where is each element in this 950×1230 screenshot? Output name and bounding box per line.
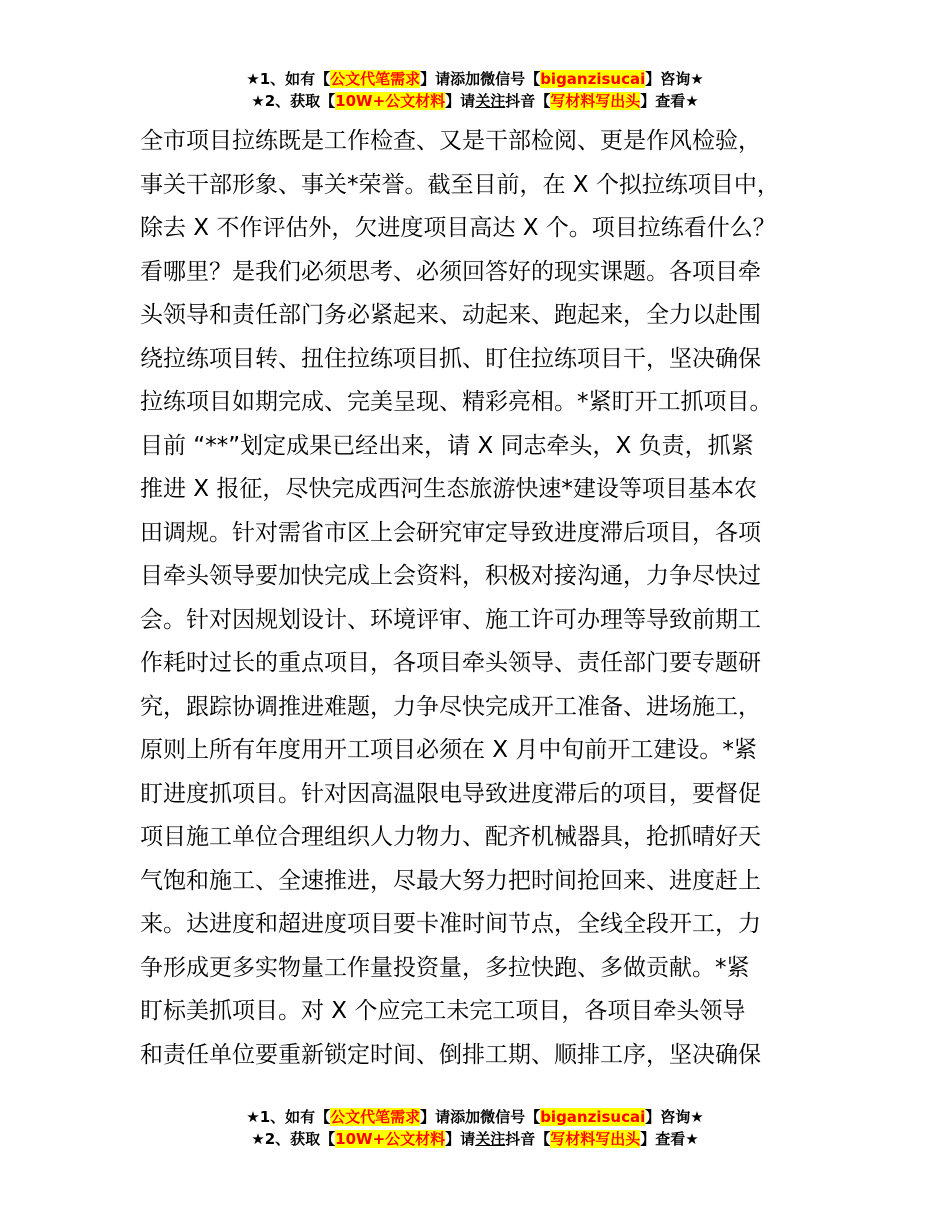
notice-line-1 [0, 68, 950, 90]
notice-text: 1、如有【 [259, 1108, 331, 1126]
body-line: 盯标美抓项目。对 X 个应完工未完工项目，各项目牵头领导 [140, 998, 746, 1024]
notice-text: 】咨询 [645, 1108, 691, 1126]
body-line: 作耗时过长的重点项目，各项目牵头领导、责任部门要专题研 [140, 650, 761, 676]
star-icon: ★ [690, 70, 704, 88]
notice-text: 2、获取【 [264, 92, 336, 110]
footer-notice [0, 1106, 950, 1150]
star-icon: ★ [685, 1130, 699, 1148]
body-line: 看哪里？是我们必须思考、必须回答好的现实课题。各项目牵 [140, 258, 761, 285]
notice-text: 2、获取【 [264, 1130, 336, 1148]
body-line: 全市项目拉练既是工作检查、又是干部检阅、更是作风检验， [140, 128, 761, 154]
body-line: 来。达进度和超进度项目要卡准时间节点，全线全段开工，力 [140, 911, 761, 937]
body-line: 事关干部形象、事关*荣誉。截至目前，在 X 个拟拉练项目中， [140, 171, 780, 198]
body-line: 争形成更多实物量工作量投资量，多拉快跑、多做贡献。*紧 [140, 954, 750, 981]
notice-highlight-service: 公文代笔需求 [330, 1108, 421, 1126]
body-line: 气饱和施工、全速推进，尽最大努力把时间抢回来、进度赶上 [140, 867, 761, 894]
notice-highlight-materials: 10W+公文材料 [335, 1130, 446, 1148]
notice-highlight-account: 写材料写出头 [550, 92, 641, 110]
notice-highlight-wechat-id: biganzisucai [540, 1108, 646, 1126]
notice-follow-text: 关注 [475, 92, 506, 110]
notice-text: 】咨询 [645, 70, 691, 88]
notice-follow-text: 关注 [475, 1130, 506, 1148]
star-icon: ★ [246, 1108, 260, 1126]
notice-text: 】请 [445, 1130, 476, 1148]
star-icon: ★ [251, 1130, 265, 1148]
body-line: 目前 “**”划定成果已经出来，请 X 同志牵头，X 负责，抓紧 [140, 432, 754, 459]
body-line: 除去 X 不作评估外，欠进度项目高达 X 个。项目拉练看什么？ [140, 215, 776, 241]
body-line: 推进 X 报征，尽快完成西河生态旅游快速*建设等项目基本农 [140, 476, 757, 502]
notice-highlight-account: 写材料写出头 [550, 1130, 641, 1148]
star-icon: ★ [690, 1108, 704, 1126]
body-line: 和责任单位要重新锁定时间、倒排工期、顺排工序，坚决确保 [140, 1041, 761, 1068]
star-icon: ★ [685, 92, 699, 110]
notice-line-2 [0, 1128, 950, 1150]
notice-highlight-materials: 10W+公文材料 [335, 92, 446, 110]
notice-text: 1、如有【 [259, 70, 331, 88]
notice-text: 】请添加微信号【 [420, 70, 541, 88]
body-line: 拉练项目如期完成、完美呈现、精彩亮相。*紧盯开工抓项目。 [140, 389, 773, 415]
star-icon: ★ [246, 70, 260, 88]
notice-text: 】请 [445, 92, 476, 110]
header-notice [0, 68, 950, 112]
notice-line-2 [0, 90, 950, 112]
body-line: 头领导和责任部门务必紧起来、动起来、跑起来，全力以赴围 [140, 302, 761, 328]
body-line: 会。针对因规划设计、环境评审、施工许可办理等导致前期工 [140, 606, 761, 633]
body-line: 目牵头领导要加快完成上会资料，积极对接沟通，力争尽快过 [140, 563, 761, 589]
notice-text: 】查看 [640, 1130, 686, 1148]
body-line: 田调规。针对需省市区上会研究审定导致进度滞后项目，各项 [140, 519, 761, 546]
notice-text: 抖音【 [505, 92, 551, 110]
document-body [140, 120, 840, 1077]
notice-text: 】查看 [640, 92, 686, 110]
body-line: 绕拉练项目转、扭住拉练项目抓、盯住拉练项目干，坚决确保 [140, 345, 761, 372]
notice-text: 】请添加微信号【 [420, 1108, 541, 1126]
body-line: 原则上所有年度用开工项目必须在 X 月中旬前开工建设。*紧 [140, 737, 757, 763]
notice-text: 抖音【 [505, 1130, 551, 1148]
notice-highlight-service: 公文代笔需求 [330, 70, 421, 88]
notice-line-1 [0, 1106, 950, 1128]
star-icon: ★ [251, 92, 265, 110]
notice-highlight-wechat-id: biganzisucai [540, 70, 646, 88]
body-line: 究，跟踪协调推进难题，力争尽快完成开工准备、进场施工， [140, 693, 761, 720]
body-line: 项目施工单位合理组织人力物力、配齐机械器具，抢抓晴好天 [140, 824, 761, 850]
body-line: 盯进度抓项目。针对因高温限电导致进度滞后的项目，要督促 [140, 780, 761, 807]
